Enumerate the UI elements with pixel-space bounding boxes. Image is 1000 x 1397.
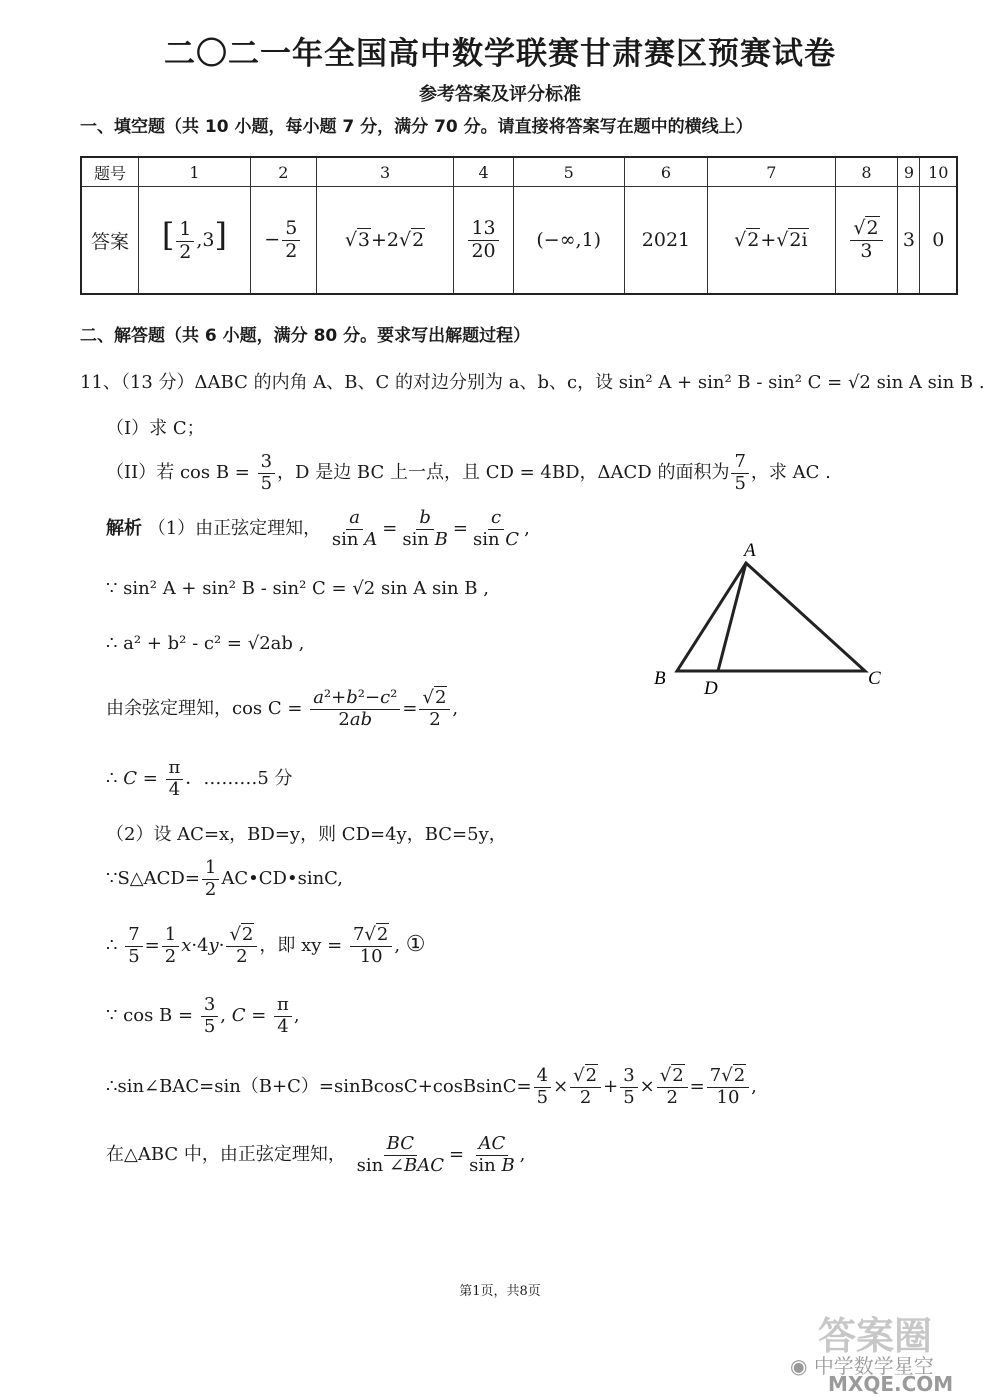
question-number: 8 — [835, 157, 898, 187]
step-given: ∵ sin² A + sin² B - sin² C = √2 sin A sin B , — [106, 578, 489, 599]
sin-bac-text: ∴sin∠BAC=sin（B+C）=sinBcosC+cosBsinC= — [106, 1076, 532, 1098]
wechat-icon: ◉ — [790, 1354, 808, 1378]
vertex-label-b: B — [654, 668, 666, 689]
vertex-label-d: D — [704, 678, 718, 699]
answer-cell: 3 — [898, 187, 920, 295]
step-sides: ∴ a² + b² - c² = √2ab , — [106, 633, 305, 654]
step-area-equation: ∴ $\frac{7}{5}$ = $\frac{1}{2}$ x·4y· $\frac{√2}{2}$ ，即 xy = $\frac{7√2}{10}$ , ① — [106, 924, 426, 967]
page-subtitle: 参考答案及评分标准 — [419, 84, 581, 105]
part2-text-c: ，求 AC . — [750, 462, 831, 484]
solution-part1-intro: 解析 （1）由正弦定理知， $\frac{a}{\text{sin A}}$ = $\frac{b}{\text{sin B}}$ = $\frac{c}{\text{sin C}}$ , — [106, 507, 530, 550]
triangle-figure — [640, 530, 900, 705]
question-number: 4 — [454, 157, 513, 187]
solution-label: 解析 — [106, 518, 142, 540]
answer-cell: √3+2√2 — [316, 187, 454, 295]
question-number: 7 — [708, 157, 835, 187]
answer-cell: [ $\frac{1}{2}$ ,3] — [139, 187, 251, 295]
section2-heading: 二、解答题（共 6 小题，满分 80 分。要求写出解题过程） — [80, 326, 531, 346]
part2-text-b: ，D 是边 BC 上一点，且 CD = 4BD，ΔACD 的面积为 — [277, 462, 730, 484]
equation-marker: ① — [405, 932, 426, 958]
page-footer: 第1页，共8页 — [459, 1284, 541, 1299]
solution-part2-setup: （2）设 AC=x，BD=y，则 CD=4y，BC=5y， — [106, 824, 507, 845]
law-sines-text: 在△ABC 中，由正弦定理知， — [106, 1144, 346, 1166]
question-number: 2 — [250, 157, 316, 187]
step-area-formula: ∵S△ACD= $\frac{1}{2}$ AC•CD•sinC, — [106, 857, 344, 900]
step-given-values: ∵ cos B = $\frac{3}{5}$ , C = $\frac{\pi}{4}$ , — [106, 994, 300, 1037]
answer-cell: 2021 — [624, 187, 707, 295]
triangle-abc — [677, 563, 865, 671]
cosine-law-text: 由余弦定理知，cos C = — [106, 698, 303, 720]
watermark-source-text: 中学数学星空 — [813, 1354, 934, 1378]
question-number: 9 — [898, 157, 920, 187]
step-angle-c: ∴ C = $\frac{\pi}{4}$ ．………5 分 — [106, 757, 293, 800]
vertex-label-a: A — [744, 540, 756, 561]
question-number: 10 — [920, 157, 957, 187]
step-cosine-law: 由余弦定理知，cos C = $\frac{\text{a²+b²−c²}}{2ab}$ = $\frac{√2}{2}$ , — [106, 687, 459, 730]
page-title: 二〇二一年全国高中数学联赛甘肃赛区预赛试卷 — [164, 36, 836, 72]
watermark-site: MXQE.COM — [828, 1372, 954, 1396]
answer-cell: 0 — [920, 187, 957, 295]
solution-text: （1）由正弦定理知， — [147, 518, 322, 540]
answer-cell: √2+√2i — [708, 187, 835, 295]
step-sin-bac: ∴sin∠BAC=sin（B+C）=sinBcosC+cosBsinC= $\frac{4}{5}$ × $\frac{√2}{2}$ + $\frac{3}{5}$ × $\frac{√2}{2}$ = $\frac{7√2}{10}$ , — [106, 1065, 757, 1108]
answer-cell: $\frac{√2}{3}$ — [835, 187, 898, 295]
question-number: 6 — [624, 157, 707, 187]
row-label: 题号 — [81, 157, 139, 187]
section1-heading: 一、填空题（共 10 小题，每小题 7 分，满分 70 分。请直接将答案写在题中的横线上） — [80, 117, 753, 137]
problem-stem: 11、（13 分）ΔABC 的内角 A、B、C 的对边分别为 a、b、c，设 sin² A + sin² B - sin² C = √2 sin A sin B . — [80, 372, 985, 393]
part2-text-a: （II）若 cos B = — [106, 462, 250, 484]
answer-table — [80, 156, 958, 295]
problem-part2: （II）若 cos B = $\frac{3}{5}$ ，D 是边 BC 上一点，且 CD = 4BD，ΔACD 的面积为 $\frac{7}{5}$ ，求 AC . — [106, 451, 831, 494]
step-law-of-sines: 在△ABC 中，由正弦定理知， $\frac{BC}{\text{sin ∠BAC}}$ = $\frac{AC}{\text{sin B}}$ , — [106, 1133, 526, 1176]
answer-cell: (−∞,1) — [513, 187, 624, 295]
area-tail: AC•CD•sinC, — [221, 868, 344, 890]
table-row — [81, 157, 957, 187]
given-text: ∵ cos B = — [106, 1005, 194, 1027]
segment-ad — [718, 563, 746, 671]
watermark-stamp: 答案圈 — [818, 1314, 933, 1358]
score-note: ．………5 分 — [185, 768, 293, 790]
area-text: ∵S△ACD= — [106, 868, 200, 890]
question-number: 3 — [316, 157, 454, 187]
question-number: 1 — [139, 157, 251, 187]
vertex-label-c: C — [868, 668, 881, 689]
row-label: 答案 — [81, 187, 139, 295]
answer-cell: $\frac{13}{20}$ — [454, 187, 513, 295]
question-number: 5 — [513, 157, 624, 187]
answer-cell: − $\frac{5}{2}$ — [250, 187, 316, 295]
table-row — [81, 187, 957, 295]
eq1-tail: ，即 xy = — [259, 935, 343, 957]
problem-part1: （I）求 C； — [106, 418, 205, 439]
